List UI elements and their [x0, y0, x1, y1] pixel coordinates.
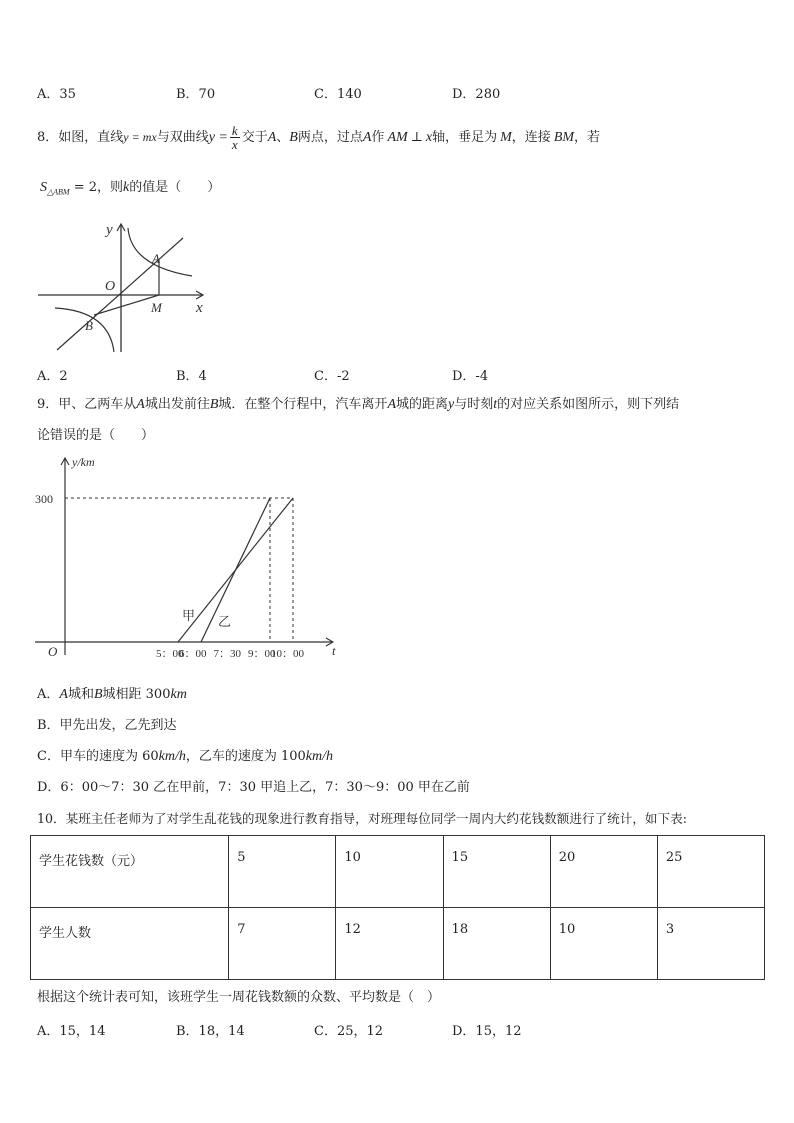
q9-label-yi: 乙: [218, 614, 232, 629]
q9-label-jia: 甲: [182, 608, 196, 623]
q9-option-d: D．6：00～7：30 乙在甲前，7：30 甲追上乙，7：30～9：00 甲在乙前: [37, 780, 470, 795]
table-cell: 5: [229, 836, 336, 908]
q8-fig-label-x: x: [196, 300, 203, 316]
table-row-header-count: 学生人数: [31, 908, 229, 980]
q8-area-symbol: S: [40, 180, 47, 195]
q7-option-d: D．280: [452, 87, 501, 102]
q7-option-c: C．140: [314, 87, 362, 102]
q8-fig-label-b: B: [85, 318, 93, 333]
q9-x-tick-label: 7：30: [213, 648, 241, 660]
q9-x-tick-label: 6：00: [179, 648, 207, 660]
table-cell: 10: [336, 836, 443, 908]
q9-series-line-yi: [201, 498, 270, 642]
q9-x-tick-label: 10：00: [271, 648, 304, 660]
q8-figure: [35, 218, 215, 358]
q10-option-a: A．15，14: [37, 1024, 106, 1039]
q8-hyperbola-fraction: $\frac{k}{x}$: [231, 123, 238, 152]
table-cell: 18: [443, 908, 550, 980]
q8-line-equation: y = mx: [123, 130, 157, 144]
table-cell: 7: [229, 908, 336, 980]
q10-option-b: B．18，14: [176, 1024, 245, 1039]
q10-option-c: C．25，12: [314, 1024, 384, 1039]
table-cell: 3: [657, 908, 764, 980]
q9-y-axis-label: y/km: [72, 455, 95, 469]
q9-chart: [30, 450, 350, 665]
table-row-header-money: 学生花钱数（元）: [31, 836, 229, 908]
table-row: [31, 836, 765, 908]
q8-number: 8．: [37, 130, 59, 145]
q7-option-a: A．35: [37, 87, 76, 102]
q9-x-axis-label: t: [332, 643, 336, 658]
table-cell: 20: [550, 836, 657, 908]
q9-option-c: C．甲车的速度为 60km/h，乙车的速度为 100km/h: [37, 749, 334, 764]
q8-fig-label-y: y: [106, 222, 113, 238]
table-row: [31, 908, 765, 980]
q8-fig-label-a: A: [152, 251, 160, 266]
q9-x-tick-label: 5：00: [156, 648, 184, 660]
q7-option-b: B．70: [176, 87, 216, 102]
q8-option-d: D．-4: [452, 369, 489, 384]
q9-origin-label: O: [48, 644, 58, 659]
q9-option-a: A．A城和B城相距 300km: [37, 687, 187, 702]
q9-stem-line1: 9．甲、乙两车从A城出发前往B城．在整个行程中，汽车离开A城的距离y与时刻t的对应关系如图所示，则下列结: [37, 397, 680, 412]
q9-y-tick-300: 300: [35, 492, 53, 506]
q8-fig-label-origin: O: [105, 279, 116, 294]
q10-table: [30, 835, 765, 980]
table-cell: 15: [443, 836, 550, 908]
q8-hyperbola-branch-1: [128, 228, 192, 276]
table-cell: 25: [657, 836, 764, 908]
q8-option-c: C．-2: [314, 369, 350, 384]
q10-stem: 10．某班主任老师为了对学生乱花钱的现象进行教育指导，对班理每位同学一周内大约花钱数额进行了统计，如下表:: [37, 811, 687, 826]
table-cell: 10: [550, 908, 657, 980]
q8-stem-line1: 8．如图，直线y = mx与双曲线y = $\frac{k}{x}$ 交于A、B两点，过点A作 AM ⊥ x轴，垂足为 M，连接 BM，若: [37, 123, 601, 152]
q9-stem-line2: 论错误的是（ ）: [37, 428, 155, 443]
q9-x-tick-label: 9：00: [248, 648, 276, 660]
q10-option-d: D．15，12: [452, 1024, 522, 1039]
q8-segment-bm: [94, 295, 159, 315]
q8-stem-line2: $S_{\triangle ABM} = 2$，则k的值是（ ）: [40, 180, 221, 197]
q8-line-mx: [57, 238, 183, 350]
q9-option-b: B．甲先出发，乙先到达: [37, 718, 177, 733]
q8-option-b: B．4: [176, 369, 207, 384]
q8-fig-label-m: M: [151, 300, 162, 315]
q8-option-a: A．2: [37, 369, 68, 384]
table-cell: 12: [336, 908, 443, 980]
q10-question: 根据这个统计表可知，该班学生一周花钱数额的众数、平均数是（ ）: [37, 990, 441, 1005]
